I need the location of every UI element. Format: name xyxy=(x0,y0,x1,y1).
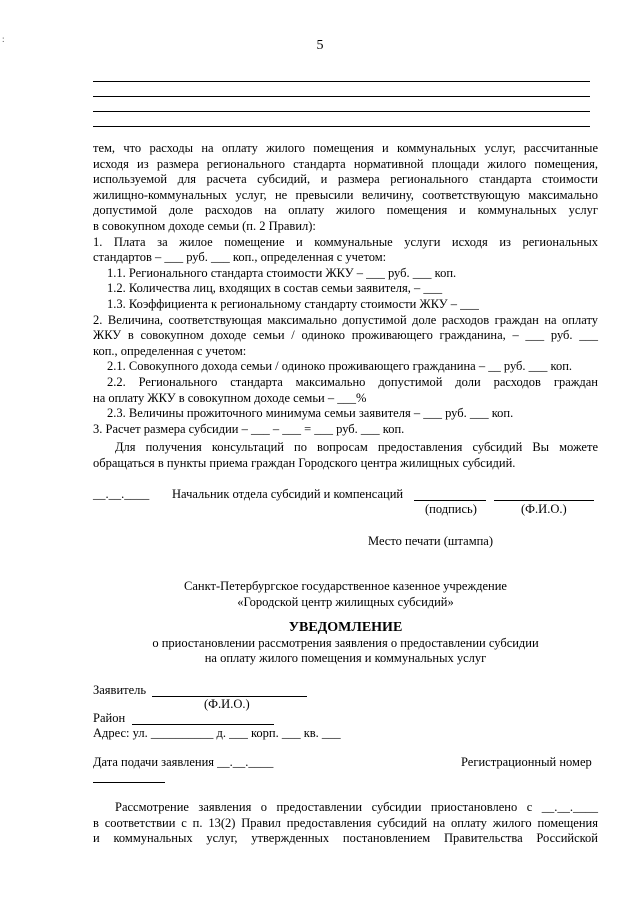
final-line: Рассмотрение заявления о предоставлении субсидии приостановлено с __.__.____ xyxy=(115,800,598,814)
suspension-paragraph xyxy=(93,800,598,847)
item-1-3: 1.3. Коэффициента к региональному стандарту стоимости ЖКУ – ___ xyxy=(107,296,479,311)
notice-title: УВЕДОМЛЕНИЕ xyxy=(288,620,403,635)
address-line: Адрес: ул. __________ д. ___ корп. ___ кв. ___ xyxy=(93,726,341,740)
district-line xyxy=(132,724,274,725)
item-2-line: 2. Величина, соответствующая максимально допустимой доле расходов граждан на оплату xyxy=(93,312,598,327)
para-line: в совокупном доходе семьи (п. 2 Правил): xyxy=(93,218,316,233)
item-1-line: стандартов – ___ руб. ___ коп., определенная с учетом: xyxy=(93,250,387,265)
margin-mark: : xyxy=(2,34,5,44)
final-line: в соответствии с п. 13(2) Правил предоставления субсидий на оплату жилого помещения xyxy=(93,815,598,830)
signatory-position: Начальник отдела субсидий и компенсаций xyxy=(172,487,404,501)
org-line: «Городской центр жилищных субсидий» xyxy=(237,594,454,609)
final-line: и коммунальных услуг, утвержденных постановлением Правительства Российской xyxy=(93,831,598,846)
signature-line xyxy=(414,500,486,501)
applicant-label: Заявитель xyxy=(93,683,147,697)
item-2-2-line: 2.2. Регионального стандарта максимально допустимой доли расходов граждан xyxy=(107,374,598,389)
stamp-place: Место печати (штампа) xyxy=(368,534,494,548)
para-line: тем, что расходы на оплату жилого помещения и коммунальных услуг, рассчитанные xyxy=(93,141,598,155)
fio-caption: (Ф.И.О.) xyxy=(521,502,567,516)
notice-subtitle-line: о приостановлении рассмотрения заявления о предоставлении субсидии xyxy=(152,635,539,650)
consult-line: обращаться в пункты приема граждан Городского центра жилищных субсидий. xyxy=(93,455,516,470)
item-2-2-line: на оплату ЖКУ в совокупном доходе семьи – ___% xyxy=(93,390,367,405)
signature-caption: (подпись) xyxy=(425,502,477,516)
calc-section xyxy=(93,141,598,437)
consult-paragraph xyxy=(93,440,598,471)
para-line: используемой для расчета субсидий, и размера регионального стандарта стоимости xyxy=(93,172,598,187)
registration-number-label: Регистрационный номер xyxy=(461,755,592,769)
notice-subtitle-line: на оплату жилого помещения и коммунальных услуг xyxy=(204,651,487,666)
fio-line xyxy=(494,500,594,501)
item-2-3: 2.3. Величины прожиточного минимума семьи заявителя – ___ руб. ___ коп. xyxy=(107,406,514,421)
organization-name xyxy=(93,579,598,610)
para-line: жилищно-коммунальных услуг, не превысили величину, соответствующую максимально xyxy=(93,187,598,202)
blank-rule xyxy=(93,111,590,112)
blank-rule xyxy=(93,126,590,127)
filing-date: Дата подачи заявления __.__.____ xyxy=(93,755,274,769)
consult-line: Для получения консультаций по вопросам предоставления субсидий Вы можете xyxy=(115,440,598,454)
district-label: Район xyxy=(93,711,126,725)
notice-header xyxy=(93,620,598,667)
item-2-line: ЖКУ в совокупном доходе семьи / одиноко проживающего гражданина, – ___ руб. ___ xyxy=(93,328,598,343)
blank-rule xyxy=(93,96,590,97)
item-2-line: коп., определенная с учетом: xyxy=(93,343,247,358)
item-1-line: 1. Плата за жилое помещение и коммунальные услуги исходя из региональных xyxy=(93,234,598,249)
item-1-2: 1.2. Количества лиц, входящих в состав семьи заявителя, – ___ xyxy=(107,281,443,296)
page-number: 5 xyxy=(316,38,324,53)
para-line: исходя из размера регионального стандарта нормативной площади жилого помещения, xyxy=(93,156,598,171)
org-line: Санкт-Петербургское государственное казенное учреждение xyxy=(184,579,507,593)
registration-number-line xyxy=(93,782,165,783)
item-1-1: 1.1. Регионального стандарта стоимости ЖКУ – ___ руб. ___ коп. xyxy=(107,265,457,280)
applicant-fio-caption: (Ф.И.О.) xyxy=(204,697,250,711)
signature-date: __.__.____ xyxy=(93,487,150,501)
blank-rule xyxy=(93,81,590,82)
item-2-1: 2.1. Совокупного дохода семьи / одиноко проживающего гражданина – __ руб. ___ коп. xyxy=(107,359,573,374)
item-3: 3. Расчет размера субсидии – ___ – ___ = ___ руб. ___ коп. xyxy=(93,421,405,436)
para-line: допустимой доле расходов на оплату жилого помещения и коммунальных услуг xyxy=(93,203,598,218)
